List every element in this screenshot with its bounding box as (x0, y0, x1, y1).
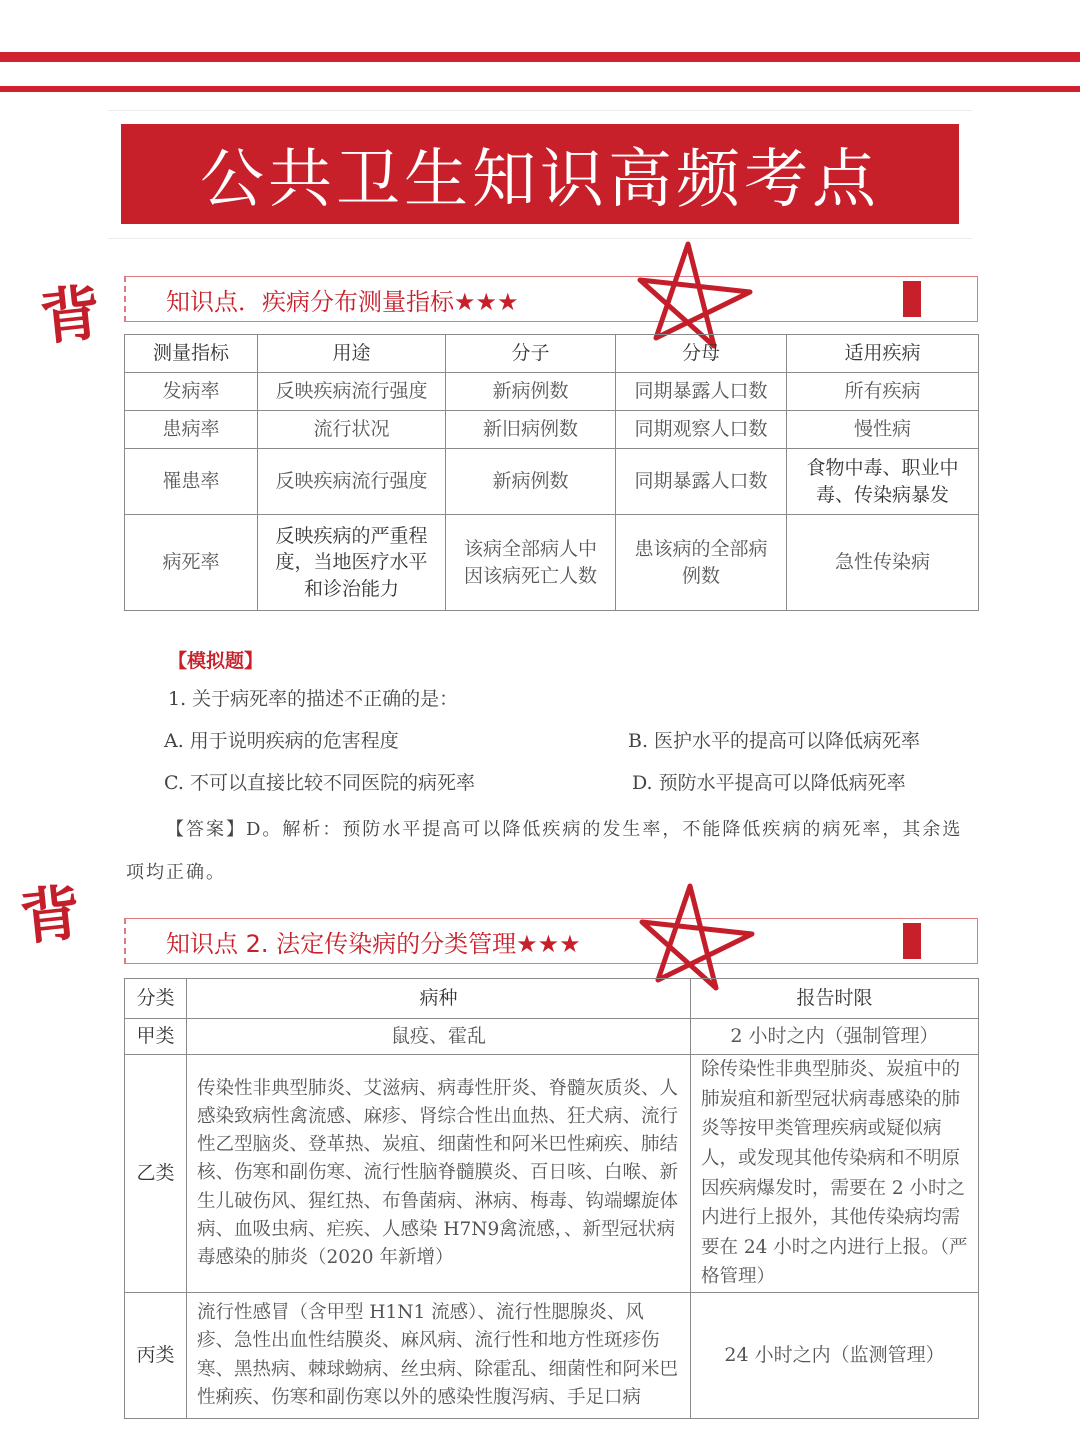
table-cell: 急性传染病 (787, 515, 979, 611)
table-cell: 流行性感冒（含甲型 H1N1 流感）、流行性腮腺炎、风疹、急性出血性结膜炎、麻风病、流行性和地方性斑疹伤寒、黑热病、棘球蚴病、丝虫病、除霍乱、细菌性和阿米巴性痢疾、伤寒和副伤寒以外的感染性腹泻病、手足口病 (187, 1293, 691, 1419)
table-row (125, 373, 979, 411)
table-cell: 食物中毒、职业中毒、传染病暴发 (787, 449, 979, 515)
table-row (125, 515, 979, 611)
table-header-row (125, 335, 979, 373)
column-header: 分类 (125, 979, 187, 1019)
section-title: 知识点 2. 法定传染病的分类管理★★★ (166, 929, 581, 958)
table-cell: 新旧病例数 (446, 411, 616, 449)
table-cell: 流行状况 (258, 411, 446, 449)
quiz-option: B. 医护水平的提高可以降低病死率 (628, 730, 921, 752)
table-cell: 新病例数 (446, 449, 616, 515)
table-cell: 同期暴露人口数 (616, 373, 787, 411)
quiz-label: 【模拟题】 (168, 650, 264, 672)
column-header: 分母 (616, 335, 787, 373)
header-accent-bar (903, 923, 921, 959)
handwritten-mark: 背 (37, 278, 105, 354)
table-cell: 罹患率 (125, 449, 258, 515)
quiz-option: A. 用于说明疾病的危害程度 (164, 730, 399, 752)
table-cell: 同期暴露人口数 (616, 449, 787, 515)
column-header: 报告时限 (691, 979, 979, 1019)
quiz-answer: 【答案】D。解析：预防水平提高可以降低疾病的发生率，不能降低疾病的病死率，其余选项均正确。 (126, 819, 963, 883)
table-header-row (125, 979, 979, 1019)
top-red-line-thin (0, 86, 1080, 92)
table-row (125, 1055, 979, 1293)
column-header: 病种 (187, 979, 691, 1019)
divider (108, 238, 972, 239)
table-cell: 鼠疫、霍乱 (187, 1019, 691, 1055)
category-cell: 乙类 (125, 1055, 187, 1293)
table-cell: 患该病的全部病例数 (616, 515, 787, 611)
category-cell: 甲类 (125, 1019, 187, 1055)
table-cell: 反映疾病流行强度 (258, 373, 446, 411)
header-accent-bar (903, 281, 921, 317)
table-cell: 24 小时之内（监测管理） (691, 1293, 979, 1419)
measure-table (124, 334, 979, 611)
column-header: 测量指标 (125, 335, 258, 373)
column-header: 适用疾病 (787, 335, 979, 373)
table-cell: 反映疾病流行强度 (258, 449, 446, 515)
table-cell: 2 小时之内（强制管理） (691, 1019, 979, 1055)
top-red-line (0, 52, 1080, 62)
column-header: 分子 (446, 335, 616, 373)
table-cell: 除传染性非典型肺炎、炭疽中的肺炭疽和新型冠状病毒感染的肺炎等按甲类管理疾病或疑似病人，或发现其他传染病和不明原因疾病爆发时，需要在 2 小时之内进行上报外，其他传染病均需要在 24 小时之内进行上报。（严格管理） (691, 1055, 979, 1293)
section-header (124, 918, 978, 964)
table-cell: 传染性非典型肺炎、艾滋病、病毒性肝炎、脊髓灰质炎、人感染致病性禽流感、麻疹、肾综合性出血热、狂犬病、流行性乙型脑炎、登革热、炭疽、细菌性和阿米巴性痢疾、肺结核、伤寒和副伤寒、流行性脑脊髓膜炎、百日咳、白喉、新生儿破伤风、猩红热、布鲁菌病、淋病、梅毒、钩端螺旋体病、血吸虫病、疟疾、人感染 H7N9禽流感，、新型冠状病毒感染的肺炎（2020 年新增） (187, 1055, 691, 1293)
table-row (125, 1019, 979, 1055)
table-row (125, 449, 979, 515)
section-title: 知识点．疾病分布测量指标★★★ (166, 287, 519, 316)
table-cell: 发病率 (125, 373, 258, 411)
table-cell: 该病全部病人中因该病死亡人数 (446, 515, 616, 611)
table-cell: 反映疾病的严重程度，当地医疗水平和诊治能力 (258, 515, 446, 611)
page-title: 公共卫生知识高频考点 (121, 124, 959, 224)
disease-table (124, 978, 979, 1419)
table-cell: 患病率 (125, 411, 258, 449)
table-cell: 病死率 (125, 515, 258, 611)
table-cell: 同期观察人口数 (616, 411, 787, 449)
table-cell: 所有疾病 (787, 373, 979, 411)
table-cell: 新病例数 (446, 373, 616, 411)
table-row (125, 411, 979, 449)
quiz-question: 1. 关于病死率的描述不正确的是： (168, 688, 459, 710)
quiz-option: C. 不可以直接比较不同医院的病死率 (164, 772, 475, 794)
column-header: 用途 (258, 335, 446, 373)
quiz-option: D. 预防水平提高可以降低病死率 (632, 772, 906, 794)
handwritten-mark: 背 (17, 878, 85, 954)
category-cell: 丙类 (125, 1293, 187, 1419)
divider (108, 110, 972, 111)
section-header (124, 276, 978, 322)
table-row (125, 1293, 979, 1419)
table-cell: 慢性病 (787, 411, 979, 449)
